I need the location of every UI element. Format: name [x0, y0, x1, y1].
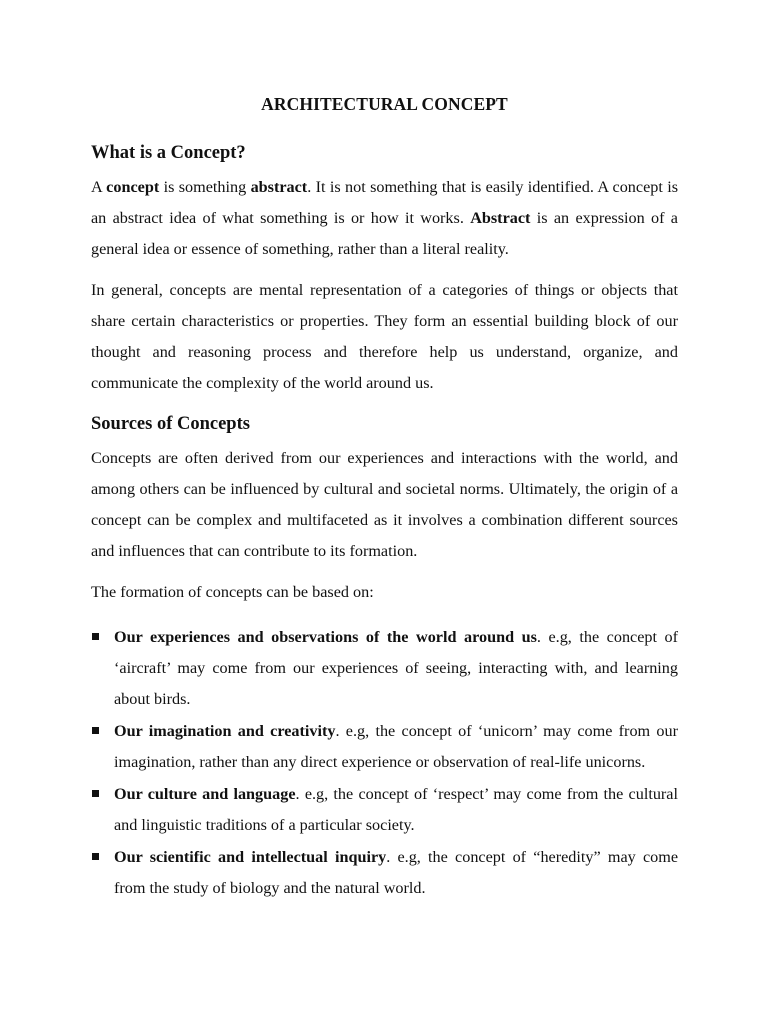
list-item-text: . e.g, the concept of ‘unicorn’ may come from our imagination, rather than any direct experience or observation of real-life unicorns.	[114, 722, 678, 771]
bold-term-concept: concept	[106, 178, 160, 196]
list-item	[91, 842, 678, 904]
text-run: . It is not something that is easily identified. A concept is an abstract idea of what something is or how it works.	[91, 178, 679, 227]
list-item-bold: Our experiences and observations of the world around us	[114, 628, 537, 646]
section-heading-sources: Sources of Concepts	[91, 414, 250, 434]
bold-term-abstract-2: Abstract	[470, 209, 531, 227]
text-run: is something	[159, 178, 251, 196]
square-bullet-icon	[92, 633, 99, 640]
paragraph-formation-lead: The formation of concepts can be based on:	[91, 583, 374, 601]
list-item	[91, 779, 678, 841]
list-item-bold: Our imagination and creativity	[114, 722, 336, 740]
list-item-bold: Our scientific and intellectual inquiry	[114, 848, 387, 866]
square-bullet-icon	[92, 727, 99, 734]
section-heading-what-is-concept: What is a Concept?	[91, 143, 246, 163]
paragraph-concepts-general: In general, concepts are mental representation of a categories of things or objects that share certain characteristics or properties. They form an essential building block of our thought and reasoning process and therefore help us understand, organize, and communicate the complexity of the world around us.	[91, 281, 678, 392]
paragraph-sources-intro: Concepts are often derived from our experiences and interactions with the world, and among others can be influenced by cultural and societal norms. Ultimately, the origin of a concept can be complex and multifaceted as it involves a combination different sources and influences that can contribute to its formation.	[91, 449, 678, 560]
list-item-text: . e.g, the concept of “heredity” may come from the study of biology and the natural world.	[114, 848, 678, 897]
bullet-list-formation	[91, 622, 678, 904]
text-run: is an expression of a general idea or essence of something, rather than a literal reality.	[91, 209, 678, 258]
paragraph-concept-definition	[91, 172, 678, 265]
list-item-text: . e.g, the concept of ‘aircraft’ may come from our experiences of seeing, interacting with, and learning about birds.	[114, 628, 678, 708]
list-item-text: . e.g, the concept of ‘respect’ may come from the cultural and linguistic traditions of a particular society.	[114, 785, 678, 834]
bold-term-abstract: abstract	[250, 178, 308, 196]
square-bullet-icon	[92, 790, 99, 797]
square-bullet-icon	[92, 853, 99, 860]
list-item	[91, 622, 678, 715]
list-item	[91, 716, 678, 778]
document-title: ARCHITECTURAL CONCEPT	[261, 94, 508, 114]
list-item-bold: Our culture and language	[114, 785, 296, 803]
text-run: A	[91, 178, 107, 196]
